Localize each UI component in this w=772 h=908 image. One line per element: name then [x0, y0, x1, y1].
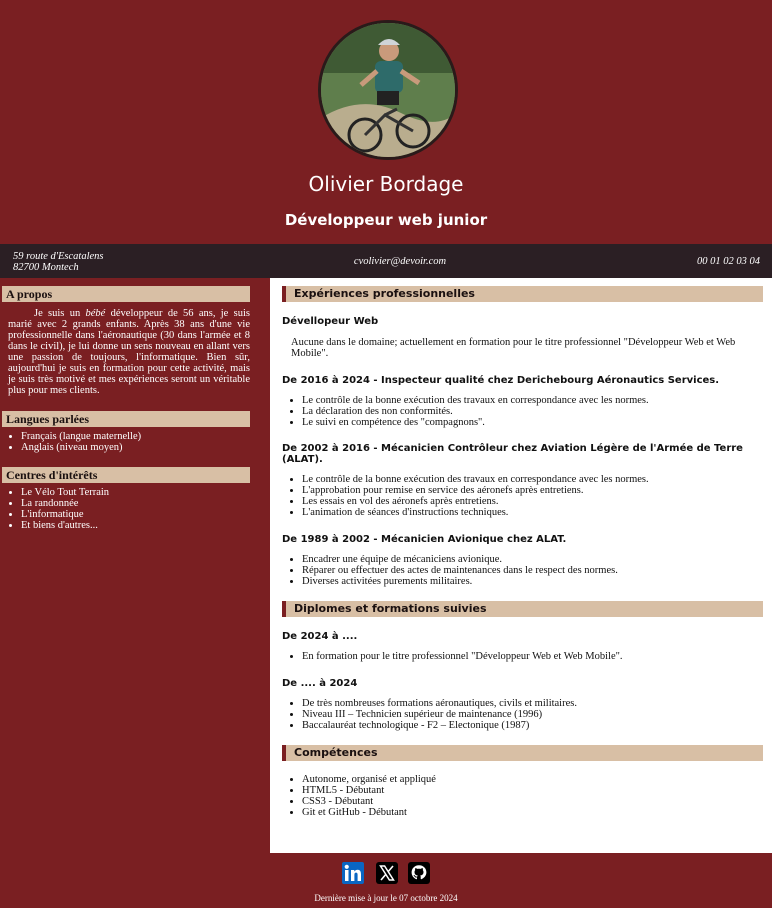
list-item: • Les essais en vol des aéronefs après entretiens. — [302, 496, 772, 507]
about-text: Je suis un bébé développeur de 56 ans, je suis marié avec 2 grands enfants. Après 38 ans d'une vie professionnelle dans l'aéronautique (30 dans l'armée et 8 dans le civil), je lui donne un sens nouveau en allant vers une passion de toujours, l'informatique. Bien sûr, aujourd'hui je suis en formation pour cette activité, mais je suis très motivé et mes expériences seront un véritable plus pour mes clients. — [8, 308, 250, 396]
job-title: Développeur web junior — [284, 211, 488, 229]
skills-heading: Compétences — [282, 745, 763, 761]
list-item: • Le contrôle de la bonne exécution des travaux en correspondance avec les normes. — [302, 395, 772, 406]
list-item: • La déclaration des non conformités. — [302, 406, 772, 417]
list-item: • Niveau III – Technicien supérieur de maintenance (1996) — [302, 709, 772, 720]
list-item: • Diverses activitées purements militaires. — [302, 576, 772, 587]
education-title-1: De .... à 2024 — [282, 678, 358, 689]
job-text-0: Aucune dans le domaine; actuellement en formation pour le titre professionnel "Développeur Web et Web Mobile". — [291, 337, 736, 359]
email-link[interactable]: cvolivier@devoir.com — [353, 256, 447, 267]
interests-list — [0, 483, 258, 531]
list-item: • La randonnée — [21, 498, 258, 509]
list-item: • Et biens d'autres... — [21, 520, 258, 531]
experience-heading: Expériences professionnelles — [282, 286, 763, 302]
job-title-0: Dévellopeur Web — [282, 316, 379, 327]
left-column — [0, 278, 258, 531]
education-list-1 — [270, 698, 772, 731]
address-line-1: 59 route d'Escatalens — [13, 251, 104, 262]
list-item: • Le suivi en compétence des "compagnons". — [302, 417, 772, 428]
job-title-1: De 2016 à 2024 - Inspecteur qualité chez Derichebourg Aéronautics Services. — [282, 375, 720, 386]
list-item: • CSS3 - Débutant — [302, 796, 772, 807]
profile-photo — [318, 20, 458, 160]
education-heading: Diplomes et formations suivies — [282, 601, 763, 617]
job-title-3: De 1989 à 2002 - Mécanicien Avionique chez ALAT. — [282, 534, 567, 545]
skills-list — [270, 774, 772, 818]
contact-bar — [0, 244, 772, 278]
list-item: • HTML5 - Débutant — [302, 785, 772, 796]
languages-list — [0, 427, 258, 453]
languages-heading: Langues parlées — [2, 411, 250, 427]
job-title-2: De 2002 à 2016 - Mécanicien Contrôleur chez Aviation Légère de l'Armée de Terre (ALAT). — [282, 443, 743, 465]
list-item: • Git et GitHub - Débutant — [302, 807, 772, 818]
list-item: • En formation pour le titre professionnel "Développeur Web et Web Mobile". — [302, 651, 772, 662]
x-icon[interactable] — [376, 862, 398, 884]
list-item: • Français (langue maternelle) — [21, 431, 258, 442]
linkedin-icon[interactable] — [342, 862, 364, 884]
list-item: • Le Vélo Tout Terrain — [21, 487, 258, 498]
job-list-3 — [270, 554, 772, 587]
list-item: • Encadrer une équipe de mécaniciens avionique. — [302, 554, 772, 565]
list-item: • Anglais (niveau moyen) — [21, 442, 258, 453]
list-item: • L'approbation pour remise en service des aéronefs après entretiens. — [302, 485, 772, 496]
main-content — [270, 278, 772, 853]
github-icon[interactable] — [408, 862, 430, 884]
education-title-0: De 2024 à .... — [282, 631, 358, 642]
list-item: • Réparer ou effectuer des actes de maintenances dans le respect des normes. — [302, 565, 772, 576]
list-item: • Autonome, organisé et appliqué — [302, 774, 772, 785]
list-item: • L'informatique — [21, 509, 258, 520]
list-item: • Baccalauréat technologique - F2 – Electonique (1987) — [302, 720, 772, 731]
about-heading: A propos — [2, 286, 250, 302]
phone-number: 00 01 02 03 04 — [697, 256, 760, 267]
education-list-0 — [270, 651, 772, 662]
header — [0, 0, 772, 244]
list-item: • Le contrôle de la bonne exécution des travaux en correspondance avec les normes. — [302, 474, 772, 485]
interests-heading: Centres d'intérêts — [2, 467, 250, 483]
list-item: • L'animation de séances d'instructions techniques. — [302, 507, 772, 518]
job-list-2 — [270, 474, 772, 518]
address-line-2: 82700 Montech — [13, 262, 79, 273]
footer-last-update: Dernière mise à jour le 07 octobre 2024 — [314, 893, 458, 903]
job-list-1 — [270, 395, 772, 428]
list-item: • De très nombreuses formations aéronautiques, civils et militaires. — [302, 698, 772, 709]
person-name: Olivier Bordage — [308, 172, 464, 196]
